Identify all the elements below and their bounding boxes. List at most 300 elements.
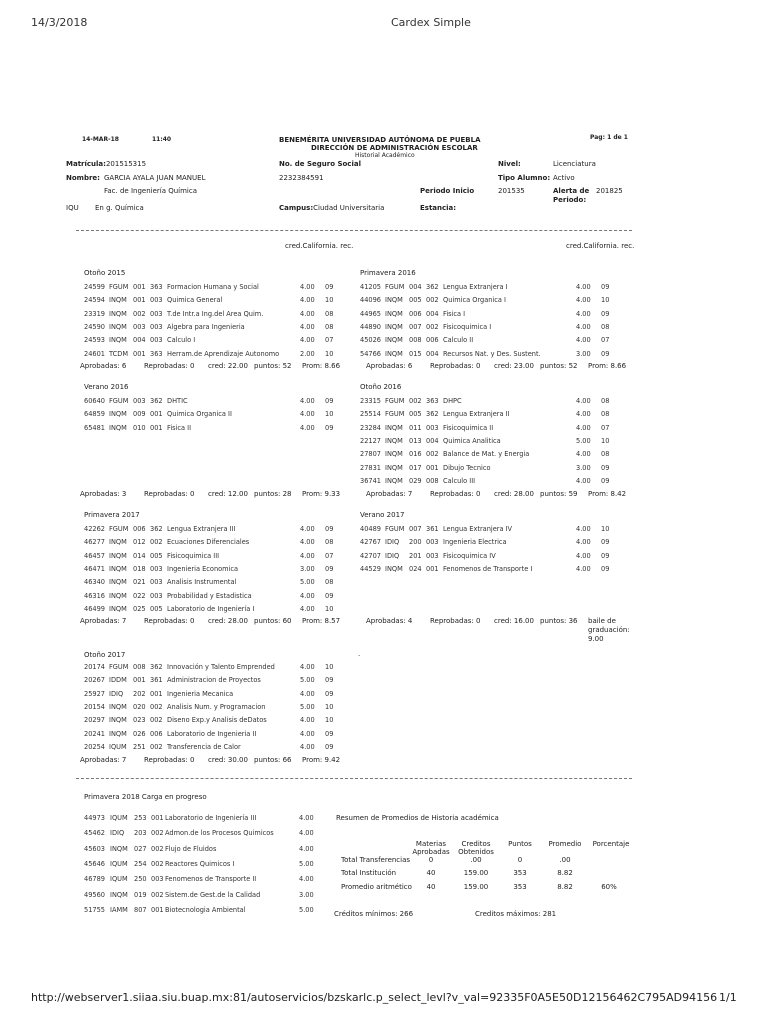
course-cell: 5.00: [300, 578, 315, 587]
course-cell: Flujo de Fluidos: [165, 844, 217, 853]
course-cell: 42262: [84, 525, 105, 533]
course-cell: Ingenieria Economica: [167, 565, 239, 574]
period-summary: puntos: 52: [540, 362, 578, 370]
course-cell: 027: [134, 844, 147, 853]
course-cell: INQM: [110, 844, 128, 853]
course-cell: 4.00: [300, 309, 315, 318]
course-cell: 5.00: [299, 905, 314, 914]
course-cell: INQM: [109, 296, 127, 305]
course-cell: 012: [133, 538, 146, 547]
course-cell: 20174: [84, 663, 105, 671]
course-cell: 09: [601, 538, 610, 547]
course-cell: 001: [150, 410, 163, 419]
course-cell: 001: [426, 565, 439, 574]
course-cell: Balance de Mat. y Energia: [443, 450, 530, 459]
summary-cell: Total Institución: [341, 869, 397, 877]
course-cell: TCDM: [109, 349, 129, 358]
nombre-label: Nombre:: [66, 174, 100, 182]
print-url[interactable]: http://webserver1.siiaa.siu.buap.mx:81/autoservicios/bzskarlc.p_select_levl?v_val=92335F0A5E50D12156462C795AD94156: [31, 991, 718, 1004]
summary-cell: 40: [426, 883, 436, 891]
course-cell: 49560: [84, 890, 105, 899]
course-cell: 46457: [84, 551, 105, 560]
summary-cell: 0: [428, 856, 434, 864]
course-cell: 003: [150, 323, 163, 332]
course-cell: 24593: [84, 336, 105, 345]
course-cell: 09: [601, 463, 610, 472]
course-cell: INQM: [109, 591, 127, 600]
course-cell: 44965: [360, 309, 381, 318]
course-cell: 07: [601, 336, 610, 345]
course-cell: 2.00: [300, 349, 315, 358]
period-summary: puntos: 59: [540, 490, 578, 498]
course-cell: 4.00: [576, 283, 591, 291]
course-cell: 46277: [84, 538, 105, 547]
divider: [76, 230, 632, 231]
course-cell: INQM: [109, 538, 127, 547]
course-cell: 002: [426, 450, 439, 459]
period-summary: Aprobadas: 6: [366, 362, 413, 370]
course-cell: Quimica Organica I: [443, 296, 506, 305]
nivel-label: Nivel:: [498, 160, 521, 168]
period-summary: puntos: 28: [254, 490, 292, 498]
period-title: Otoño 2015: [84, 269, 126, 277]
course-cell: 44973: [84, 814, 105, 822]
nss-value: 2232384591: [279, 174, 324, 182]
course-cell: 10: [325, 605, 334, 614]
course-cell: 006: [133, 525, 146, 533]
course-cell: 44529: [360, 565, 381, 574]
course-cell: Fenomenos de Transporte I: [443, 565, 533, 574]
course-cell: 002: [409, 397, 422, 405]
course-cell: 003: [426, 538, 439, 547]
course-cell: 010: [133, 423, 146, 432]
course-cell: 07: [601, 423, 610, 432]
course-cell: FGUM: [385, 283, 405, 291]
course-cell: Ecuaciones Diferenciales: [167, 538, 250, 547]
course-cell: Fisica II: [167, 423, 192, 432]
course-cell: 4.00: [300, 689, 315, 698]
period-title: Otoño 2017: [84, 651, 126, 659]
period-summary: cred: 12.00: [208, 490, 248, 498]
course-cell: Analisis Num. y Programacion: [167, 703, 266, 712]
course-cell: T.de Intr.a Ing.del Area Quim.: [167, 309, 264, 318]
course-cell: 253: [134, 814, 147, 822]
course-cell: Quimica Analitica: [443, 437, 501, 446]
course-cell: INQM: [385, 349, 403, 358]
period-summary: cred: 16.00: [494, 617, 534, 625]
course-cell: 23319: [84, 309, 105, 318]
course-cell: 09: [601, 283, 610, 291]
estancia-label: Estancia:: [420, 204, 457, 212]
course-cell: 42707: [360, 551, 381, 560]
course-cell: 5.00: [300, 676, 315, 685]
course-cell: 003: [133, 397, 146, 405]
course-cell: 10: [325, 296, 334, 305]
course-cell: Admon.de los Procesos Quimicos: [165, 829, 274, 838]
summary-header: Puntos: [508, 840, 532, 848]
course-cell: 4.00: [576, 336, 591, 345]
course-cell: 005: [150, 551, 163, 560]
course-cell: 4.00: [576, 565, 591, 574]
course-cell: 025: [133, 605, 146, 614]
period-title: Primavera 2017: [84, 511, 140, 519]
period-summary: Prom: 8.66: [588, 362, 627, 370]
course-cell: IDIQ: [385, 551, 400, 560]
course-cell: 001: [133, 349, 146, 358]
course-cell: 09: [601, 565, 610, 574]
course-cell: FGUM: [109, 397, 129, 405]
course-cell: 362: [150, 663, 163, 671]
course-cell: Ingenieria Mecanica: [167, 689, 234, 698]
course-cell: 45603: [84, 844, 105, 853]
course-cell: 004: [426, 437, 439, 446]
summary-header: Promedio: [548, 840, 582, 848]
matricula-row: Matrícula:201515315: [66, 160, 147, 168]
period-summary: Prom: 9.42: [302, 756, 341, 764]
course-cell: Fisica I: [443, 309, 466, 318]
period-title: Verano 2016: [84, 383, 129, 391]
course-cell: 09: [325, 283, 334, 291]
course-cell: 09: [325, 397, 334, 405]
course-cell: Ingenieria Electrica: [443, 538, 507, 547]
period-summary: cred: 23.00: [494, 362, 534, 370]
course-cell: 4.00: [300, 591, 315, 600]
period-title: Primavera 2016: [360, 269, 416, 277]
course-cell: 202: [133, 689, 146, 698]
course-cell: 46316: [84, 591, 105, 600]
period-summary: cred: 30.00: [208, 756, 248, 764]
course-cell: Analisis Instrumental: [167, 578, 237, 587]
course-cell: 4.00: [300, 663, 315, 671]
course-cell: FGUM: [385, 410, 405, 419]
period-summary: cred: 22.00: [208, 362, 248, 370]
course-cell: 002: [150, 743, 163, 752]
course-cell: 4.00: [576, 309, 591, 318]
course-cell: 08: [325, 578, 334, 587]
nss-label: No. de Seguro Social: [279, 160, 361, 168]
course-cell: 005: [150, 605, 163, 614]
course-cell: 41205: [360, 283, 381, 291]
course-cell: Fenomenos de Transporte II: [165, 875, 257, 884]
course-cell: 006: [150, 729, 163, 738]
course-cell: Formacion Humana y Social: [167, 283, 259, 291]
summary-cell: 353: [513, 883, 527, 891]
period-summary: Reprobadas: 0: [144, 490, 195, 498]
course-cell: 4.00: [299, 844, 314, 853]
programa-code: IQU: [66, 204, 79, 212]
course-cell: 4.00: [576, 477, 591, 486]
programa-name: En g. Química: [95, 204, 144, 212]
course-cell: 005: [409, 296, 422, 305]
course-cell: 10: [325, 349, 334, 358]
course-cell: 4.00: [300, 410, 315, 419]
course-cell: Diseno Exp.y Analisis deDatos: [167, 716, 267, 725]
course-cell: 09: [325, 525, 334, 533]
course-cell: 008: [409, 336, 422, 345]
course-cell: INQM: [109, 703, 127, 712]
university-name: BENEMÉRITA UNIVERSIDAD AUTÓNOMA DE PUEBLA: [279, 136, 481, 144]
course-cell: 011: [409, 423, 422, 432]
course-cell: 60640: [84, 397, 105, 405]
period-title: Otoño 2016: [360, 383, 402, 391]
course-cell: 363: [150, 349, 163, 358]
divider: [76, 778, 632, 779]
course-cell: 09: [325, 743, 334, 752]
period-summary: baile de graduación: 9.00: [588, 617, 630, 643]
course-cell: 016: [409, 450, 422, 459]
doc-date: 14-MAR-18: [82, 136, 119, 143]
course-cell: 08: [601, 410, 610, 419]
course-cell: Laboratorio de Ingeniería I: [167, 605, 255, 614]
period-summary: Aprobadas: 4: [366, 617, 413, 625]
period-summary: Aprobadas: 6: [80, 362, 127, 370]
course-cell: INQM: [385, 565, 403, 574]
period-summary: Reprobadas: 0: [430, 490, 481, 498]
period-summary: Reprobadas: 0: [144, 756, 195, 764]
course-cell: INQM: [385, 323, 403, 332]
course-cell: 45646: [84, 859, 105, 868]
period-summary: Prom: 8.57: [302, 617, 341, 625]
period-summary: puntos: 66: [254, 756, 292, 764]
course-cell: 08: [601, 323, 610, 332]
course-cell: Laboratorio de Ingenieria II: [167, 729, 257, 738]
print-date: 14/3/2018: [31, 16, 88, 29]
course-cell: Quimica Organica II: [167, 410, 232, 419]
course-cell: 006: [426, 336, 439, 345]
course-cell: 002: [151, 859, 164, 868]
course-cell: IDDM: [109, 676, 127, 685]
course-cell: Algebra para Ingenieria: [167, 323, 245, 332]
period-summary: Aprobadas: 7: [80, 617, 127, 625]
summary-cell: 0: [517, 856, 523, 864]
course-cell: FGUM: [109, 663, 129, 671]
course-cell: INQM: [385, 423, 403, 432]
course-cell: 002: [150, 703, 163, 712]
course-cell: 007: [409, 323, 422, 332]
course-cell: 3.00: [299, 890, 314, 899]
course-cell: 003: [150, 296, 163, 305]
course-cell: 002: [150, 716, 163, 725]
period-summary: Prom: 8.42: [588, 490, 627, 498]
course-cell: Lengua Extranjera III: [167, 525, 236, 533]
course-cell: 4.00: [300, 397, 315, 405]
course-cell: 022: [133, 591, 146, 600]
course-cell: 018: [133, 565, 146, 574]
course-cell: 27831: [360, 463, 381, 472]
course-cell: 4.00: [299, 814, 314, 822]
course-cell: INQM: [109, 423, 127, 432]
course-cell: 10: [601, 296, 610, 305]
column-header-right: cred.California. rec.: [566, 242, 635, 250]
period-summary: puntos: 36: [540, 617, 578, 625]
course-cell: 46471: [84, 565, 105, 574]
course-cell: INQM: [385, 477, 403, 486]
course-cell: INQM: [110, 890, 128, 899]
course-cell: 4.00: [300, 729, 315, 738]
period-summary: Reprobadas: 0: [430, 362, 481, 370]
course-cell: FGUM: [109, 525, 129, 533]
course-cell: 4.00: [576, 323, 591, 332]
course-cell: 003: [150, 336, 163, 345]
course-cell: 002: [151, 890, 164, 899]
print-page: 1/1: [719, 991, 737, 1004]
course-cell: 4.00: [576, 525, 591, 533]
course-cell: INQM: [109, 605, 127, 614]
course-cell: 006: [409, 309, 422, 318]
course-cell: 001: [151, 814, 164, 822]
course-cell: 4.00: [300, 538, 315, 547]
course-cell: 08: [601, 450, 610, 459]
course-cell: 004: [133, 336, 146, 345]
course-cell: 362: [426, 410, 439, 419]
course-cell: 003: [426, 551, 439, 560]
course-cell: 44096: [360, 296, 381, 305]
max-credits: Creditos máximos: 281: [475, 910, 557, 918]
summary-header: Porcentaje: [592, 840, 630, 848]
course-cell: 250: [134, 875, 147, 884]
tipo-value: Activo: [553, 174, 575, 182]
course-cell: 24594: [84, 296, 105, 305]
course-cell: 004: [409, 283, 422, 291]
course-cell: INQM: [109, 410, 127, 419]
course-cell: FGUM: [109, 283, 129, 291]
course-cell: 003: [426, 423, 439, 432]
course-cell: 09: [325, 689, 334, 698]
course-cell: 64859: [84, 410, 105, 419]
summary-cell: .00: [559, 856, 571, 864]
course-cell: 40489: [360, 525, 381, 533]
course-cell: 4.00: [576, 397, 591, 405]
course-cell: INQM: [385, 463, 403, 472]
course-cell: 44890: [360, 323, 381, 332]
course-cell: 251: [133, 743, 146, 752]
course-cell: 008: [426, 477, 439, 486]
course-cell: 27807: [360, 450, 381, 459]
period-summary: cred: 28.00: [208, 617, 248, 625]
in-progress-title: Primavera 2018 Carga en progreso: [84, 793, 207, 801]
course-cell: 4.00: [576, 450, 591, 459]
course-cell: Fisicoquimica IV: [443, 551, 496, 560]
course-cell: 08: [325, 309, 334, 318]
course-cell: 005: [409, 410, 422, 419]
tipo-label: Tipo Alumno:: [498, 174, 551, 182]
course-cell: 5.00: [299, 859, 314, 868]
course-cell: 42767: [360, 538, 381, 547]
course-cell: 021: [133, 578, 146, 587]
course-cell: 4.00: [300, 336, 315, 345]
course-cell: 54766: [360, 349, 381, 358]
summary-cell: 159.00: [463, 883, 489, 891]
course-cell: DHPC: [443, 397, 462, 405]
summary-header: Creditos Obtenidos: [458, 840, 494, 856]
period-summary: Aprobadas: 7: [80, 756, 127, 764]
course-cell: 361: [150, 676, 163, 685]
course-cell: Transferencia de Calor: [167, 743, 241, 752]
course-cell: INQM: [109, 323, 127, 332]
period-summary: Prom: 8.66: [302, 362, 341, 370]
course-cell: Biotecnologia Ambiental: [165, 905, 246, 914]
course-cell: 65481: [84, 423, 105, 432]
course-cell: Fisicoquimica II: [443, 423, 494, 432]
periodo-inicio-label: Periodo Inicio: [420, 187, 475, 195]
course-cell: 203: [134, 829, 147, 838]
course-cell: 020: [133, 703, 146, 712]
course-cell: 013: [409, 437, 422, 446]
period-summary: Reprobadas: 0: [144, 617, 195, 625]
course-cell: 4.00: [300, 525, 315, 533]
course-cell: 24601: [84, 349, 105, 358]
course-cell: 5.00: [576, 437, 591, 446]
summary-cell: 8.82: [557, 883, 573, 891]
course-cell: 4.00: [576, 296, 591, 305]
course-cell: INQM: [385, 437, 403, 446]
summary-cell: 159.00: [463, 869, 489, 877]
course-cell: INQM: [109, 551, 127, 560]
course-cell: 001: [133, 676, 146, 685]
period-summary: Reprobadas: 0: [430, 617, 481, 625]
course-cell: 002: [426, 323, 439, 332]
min-credits: Créditos mínimos: 266: [334, 910, 414, 918]
course-cell: 20154: [84, 703, 105, 712]
course-cell: Administracion de Proyectos: [167, 676, 261, 685]
course-cell: 23284: [360, 423, 381, 432]
course-cell: IQUM: [110, 859, 128, 868]
course-cell: 46499: [84, 605, 105, 614]
course-cell: 09: [325, 591, 334, 600]
course-cell: IQUM: [110, 814, 128, 822]
course-cell: 003: [150, 578, 163, 587]
course-cell: 002: [151, 829, 164, 838]
print-title: Cardex Simple: [391, 16, 471, 29]
course-cell: INQM: [385, 336, 403, 345]
course-cell: IAMM: [110, 905, 128, 914]
course-cell: 24599: [84, 283, 105, 291]
course-cell: 4.00: [300, 743, 315, 752]
course-cell: 20267: [84, 676, 105, 685]
course-cell: 25514: [360, 410, 381, 419]
course-cell: 08: [325, 538, 334, 547]
course-cell: Herram.de Aprendizaje Autonomo: [167, 349, 280, 358]
facultad: Fac. de Ingeniería Química: [104, 187, 198, 195]
course-cell: Probabilidad y Estadistica: [167, 591, 252, 600]
course-cell: 20297: [84, 716, 105, 725]
course-cell: IQUM: [109, 743, 127, 752]
summary-title: Resumen de Promedios de Historia académica: [336, 814, 499, 822]
period-summary: cred: 28.00: [494, 490, 534, 498]
course-cell: 4.00: [576, 423, 591, 432]
summary-cell: 353: [513, 869, 527, 877]
course-cell: 10: [325, 716, 334, 725]
course-cell: 22127: [360, 437, 381, 446]
period-summary: puntos: 60: [254, 617, 292, 625]
course-cell: 009: [133, 410, 146, 419]
course-cell: 001: [150, 423, 163, 432]
campus-row: Campus:Ciudad Universitaria: [279, 204, 385, 212]
course-cell: Quimica General: [167, 296, 223, 305]
course-cell: 08: [601, 397, 610, 405]
course-cell: Innovación y Talento Emprended: [167, 663, 275, 671]
course-cell: 003: [150, 591, 163, 600]
page-indicator: Pag: 1 de 1: [590, 134, 628, 141]
course-cell: 09: [325, 423, 334, 432]
course-cell: 3.00: [576, 349, 591, 358]
course-cell: IDIQ: [109, 689, 124, 698]
course-cell: Fisicoquimica I: [443, 323, 492, 332]
period-summary: Aprobadas: 7: [366, 490, 413, 498]
course-cell: 4.00: [300, 323, 315, 332]
course-cell: 362: [150, 397, 163, 405]
course-cell: 002: [151, 844, 164, 853]
